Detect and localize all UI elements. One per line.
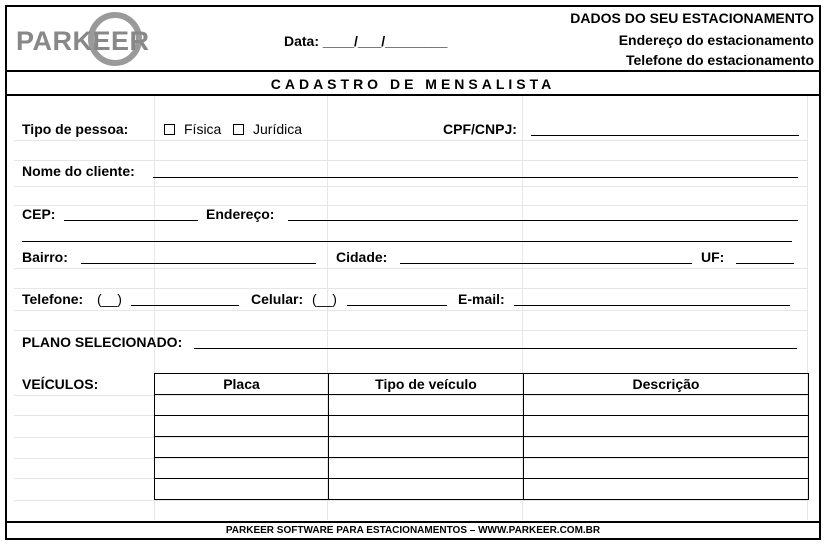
company-phone: Telefone do estacionamento [626,52,814,68]
tipo-cell[interactable] [329,395,524,416]
bairro-label: Bairro: [22,249,68,265]
vehicles-table-header [155,374,809,395]
nome-cliente-line[interactable] [153,177,798,178]
telefone-ddd[interactable]: (__) [97,291,122,307]
date-field[interactable]: Data: ____/___/________ [284,33,448,49]
tipo-cell[interactable] [329,437,524,458]
placa-cell[interactable] [155,437,329,458]
plano-label: PLANO SELECIONADO: [22,334,183,350]
juridica-label: Jurídica [253,121,303,137]
cidade-line[interactable] [400,263,692,264]
logo [14,12,150,68]
telefone-line[interactable] [131,305,239,306]
column-descricao: Descrição [524,374,809,395]
celular-ddd[interactable]: (__) [312,291,337,307]
juridica-checkbox[interactable] [233,124,244,135]
vehicles-table [154,373,809,500]
email-line[interactable] [514,305,790,306]
telefone-label: Telefone: [22,291,84,307]
veiculos-label: VEÍCULOS: [22,376,99,392]
footer-text: PARKEER SOFTWARE PARA ESTACIONAMENTOS – WWW.PARKEER.COM.BR [225,525,601,536]
fisica-checkbox[interactable] [164,124,175,135]
cidade-label: Cidade: [336,249,388,265]
tipo-pessoa-label: Tipo de pessoa: [22,121,129,137]
tipo-cell[interactable] [329,416,524,437]
table-row [155,479,809,500]
table-row [155,395,809,416]
table-row [155,416,809,437]
email-label: E-mail: [458,291,505,307]
descricao-cell[interactable] [524,437,809,458]
uf-label: UF: [701,249,725,265]
column-tipo-veiculo: Tipo de veículo [329,374,524,395]
placa-cell[interactable] [155,458,329,479]
table-row [155,437,809,458]
endereco-label: Endereço: [206,206,275,222]
celular-label: Celular: [251,291,304,307]
placa-cell[interactable] [155,395,329,416]
tipo-cell[interactable] [329,479,524,500]
plano-line[interactable] [194,348,797,349]
cpf-cnpj-label: CPF/CNPJ: [443,121,517,137]
footer-divider [5,521,821,523]
cep-line[interactable] [64,220,198,221]
fisica-label: Física [184,121,222,137]
endereco-line[interactable] [288,220,798,221]
endereco-continuation-line[interactable] [22,241,792,242]
form-title: CADASTRO DE MENSALISTA [270,76,556,92]
bairro-line[interactable] [81,263,316,264]
header-divider [5,70,821,72]
title-divider [5,94,821,96]
cep-label: CEP: [22,206,56,222]
uf-line[interactable] [736,263,794,264]
table-row [155,458,809,479]
column-placa: Placa [155,374,329,395]
descricao-cell[interactable] [524,416,809,437]
descricao-cell[interactable] [524,479,809,500]
descricao-cell[interactable] [524,395,809,416]
company-address: Endereço do estacionamento [618,32,814,48]
descricao-cell[interactable] [524,458,809,479]
cpf-cnpj-line[interactable] [531,135,799,136]
tipo-cell[interactable] [329,458,524,479]
celular-line[interactable] [347,305,447,306]
placa-cell[interactable] [155,416,329,437]
company-title: DADOS DO SEU ESTACIONAMENTO [570,10,814,26]
placa-cell[interactable] [155,479,329,500]
nome-cliente-label: Nome do cliente: [22,163,135,179]
logo-text: PARKEER [16,26,150,56]
